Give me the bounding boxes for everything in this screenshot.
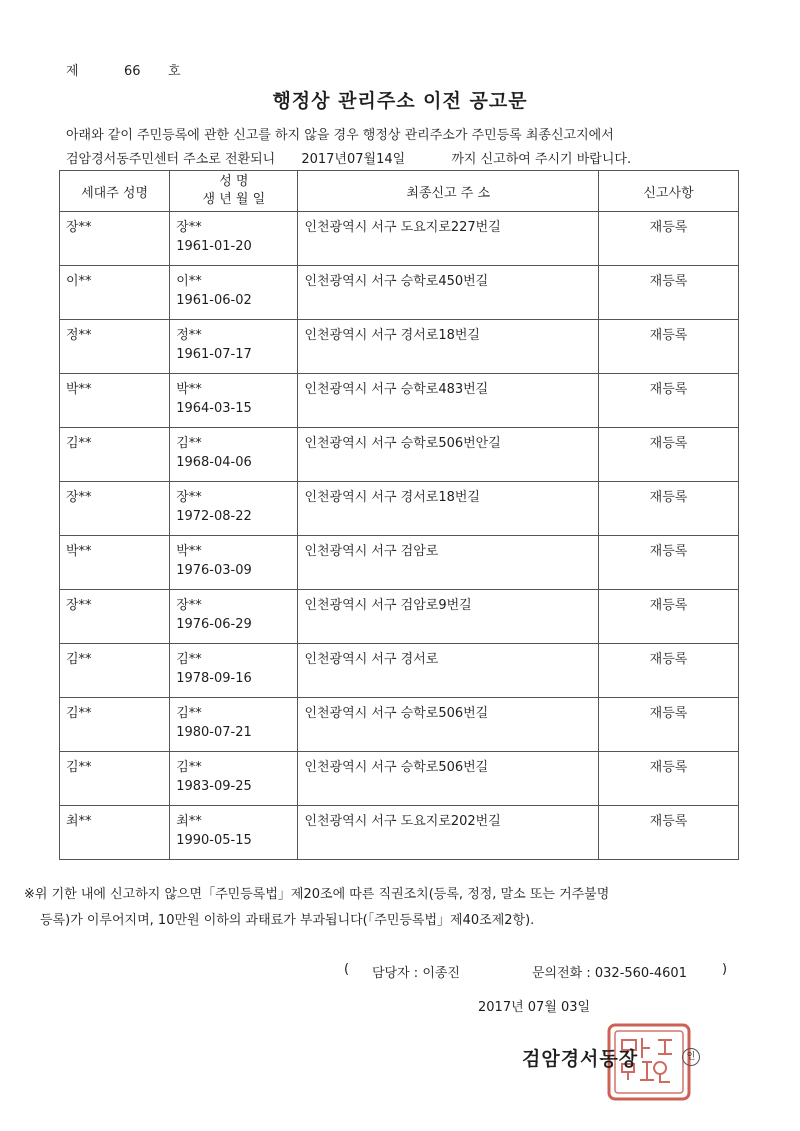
cell-household-head — [60, 266, 170, 320]
cell-household-head-content — [60, 428, 169, 453]
person-name: 김** — [176, 436, 202, 451]
cell-address-content — [298, 536, 598, 561]
household-head-name: 이** — [66, 274, 92, 289]
cell-household-head-content — [60, 806, 169, 831]
person-dob: 1990-05-15 — [176, 833, 252, 848]
cell-person — [170, 644, 298, 698]
cell-person-content — [170, 806, 297, 850]
contact-close-paren: ) — [722, 962, 728, 977]
report-status: 재등록 — [649, 220, 688, 235]
cell-person — [170, 536, 298, 590]
cell-household-head — [60, 644, 170, 698]
cell-household-head-content — [60, 536, 169, 561]
person-name: 박** — [176, 382, 202, 397]
cell-household-head — [60, 374, 170, 428]
table-header-row — [60, 171, 739, 212]
report-status: 재등록 — [649, 328, 688, 343]
cell-address-content — [298, 644, 598, 669]
cell-person — [170, 806, 298, 860]
cell-person — [170, 266, 298, 320]
person-dob: 1964-03-15 — [176, 401, 252, 416]
table-row — [60, 698, 739, 752]
cell-status-content — [599, 536, 738, 561]
cell-address-content — [298, 806, 598, 831]
table-row — [60, 212, 739, 266]
cell-status — [599, 482, 739, 536]
header-address: 최종신고 주 소 — [298, 171, 599, 212]
last-address: 인천광역시 서구 도요지로202번길 — [304, 814, 501, 829]
cell-person — [170, 482, 298, 536]
cell-person-content — [170, 320, 297, 364]
person-dob: 1976-06-29 — [176, 617, 252, 632]
cell-household-head — [60, 806, 170, 860]
cell-address — [298, 806, 599, 860]
person-name: 이** — [176, 274, 202, 289]
person-dob: 1983-09-25 — [176, 779, 252, 794]
household-head-name: 장** — [66, 598, 92, 613]
contact-manager: 담당자 : 이종진 — [372, 966, 460, 981]
report-status: 재등록 — [649, 598, 688, 613]
cell-household-head-content — [60, 320, 169, 345]
household-head-name: 박** — [66, 544, 92, 559]
report-status: 재등록 — [649, 760, 688, 775]
person-dob: 1980-07-21 — [176, 725, 252, 740]
table-row — [60, 536, 739, 590]
cell-status-content — [599, 212, 738, 237]
cell-status — [599, 536, 739, 590]
cell-address — [298, 428, 599, 482]
table-row — [60, 374, 739, 428]
cell-household-head — [60, 590, 170, 644]
document-number — [66, 60, 181, 79]
household-head-name: 김** — [66, 760, 92, 775]
cell-person — [170, 590, 298, 644]
person-dob: 1961-07-17 — [176, 347, 252, 362]
cell-person-content — [170, 752, 297, 796]
cell-household-head — [60, 212, 170, 266]
last-address: 인천광역시 서구 경서로 — [304, 652, 439, 667]
person-name: 장** — [176, 490, 202, 505]
person-dob: 1961-06-02 — [176, 293, 252, 308]
last-address: 인천광역시 서구 경서로18번길 — [304, 328, 480, 343]
cell-address-content — [298, 482, 598, 507]
cell-status-content — [599, 482, 738, 507]
cell-address — [298, 266, 599, 320]
cell-address-content — [298, 320, 598, 345]
contact-phone: 문의전화 : 032-560-4601 — [532, 966, 687, 981]
household-head-name: 장** — [66, 490, 92, 505]
person-dob: 1961-01-20 — [176, 239, 252, 254]
household-head-name: 김** — [66, 706, 92, 721]
cell-address-content — [298, 752, 598, 777]
cell-address — [298, 644, 599, 698]
household-head-name: 김** — [66, 652, 92, 667]
table-body — [60, 212, 739, 860]
header-household-head: 세대주 성명 — [60, 171, 170, 212]
cell-address — [298, 536, 599, 590]
cell-status-content — [599, 590, 738, 615]
cell-status — [599, 698, 739, 752]
person-dob: 1978-09-16 — [176, 671, 252, 686]
report-status: 재등록 — [649, 274, 688, 289]
table-row — [60, 428, 739, 482]
header-person-name: 성 명 — [219, 174, 249, 189]
intro-line-2-start: 검암경서동주민센터 주소로 전환되니 — [66, 152, 276, 167]
last-address: 인천광역시 서구 도요지로227번길 — [304, 220, 501, 235]
cell-address — [298, 482, 599, 536]
last-address: 인천광역시 서구 승학로506번길 — [304, 760, 489, 775]
contact-open-paren: ( — [344, 962, 350, 977]
report-status: 재등록 — [649, 490, 688, 505]
report-status: 재등록 — [649, 652, 688, 667]
table-row — [60, 644, 739, 698]
cell-person-content — [170, 536, 297, 580]
table-row — [60, 590, 739, 644]
cell-status — [599, 212, 739, 266]
seal-mark: 인 — [682, 1048, 700, 1066]
cell-person — [170, 752, 298, 806]
cell-status-content — [599, 752, 738, 777]
cell-person-content — [170, 590, 297, 634]
last-address: 인천광역시 서구 경서로18번길 — [304, 490, 480, 505]
report-status: 재등록 — [649, 706, 688, 721]
cell-person — [170, 428, 298, 482]
legal-notice — [24, 882, 764, 934]
cell-status-content — [599, 374, 738, 399]
table-row — [60, 752, 739, 806]
legal-notice-line-2: 등록)가 이루어지며, 10만원 이하의 과태료가 부과됩니다(「주민등록법」제40조제2항). — [40, 913, 535, 928]
cell-address-content — [298, 698, 598, 723]
last-address: 인천광역시 서구 승학로506번길 — [304, 706, 489, 721]
resident-table — [59, 170, 739, 860]
cell-person — [170, 374, 298, 428]
cell-status-content — [599, 698, 738, 723]
cell-address-content — [298, 374, 598, 399]
cell-status — [599, 590, 739, 644]
document-number-prefix: 제 — [66, 64, 79, 79]
cell-status — [599, 320, 739, 374]
cell-address — [298, 590, 599, 644]
cell-status-content — [599, 644, 738, 669]
cell-person — [170, 212, 298, 266]
household-head-name: 박** — [66, 382, 92, 397]
cell-household-head — [60, 698, 170, 752]
intro-paragraph — [66, 124, 766, 172]
person-name: 김** — [176, 652, 202, 667]
cell-household-head-content — [60, 644, 169, 669]
cell-status — [599, 806, 739, 860]
cell-person-content — [170, 698, 297, 742]
document-title: 행정상 관리주소 이전 공고문 — [272, 90, 528, 112]
table-row — [60, 320, 739, 374]
issuer-name: 검암경서동장 — [522, 1048, 639, 1070]
cell-household-head-content — [60, 212, 169, 237]
last-address: 인천광역시 서구 승학로483번길 — [304, 382, 489, 397]
intro-line-2 — [66, 148, 766, 172]
cell-status-content — [599, 428, 738, 453]
header-person — [170, 171, 298, 212]
deadline-date: 2017년07월14일 — [301, 152, 406, 167]
last-address: 인천광역시 서구 검암로9번길 — [304, 598, 472, 613]
table-row — [60, 482, 739, 536]
header-person-dob: 생 년 월 일 — [202, 192, 266, 207]
report-status: 재등록 — [649, 544, 688, 559]
household-head-name: 정** — [66, 328, 92, 343]
cell-status-content — [599, 266, 738, 291]
cell-address — [298, 320, 599, 374]
cell-person — [170, 698, 298, 752]
cell-person-content — [170, 212, 297, 256]
cell-household-head-content — [60, 374, 169, 399]
cell-status-content — [599, 320, 738, 345]
cell-household-head — [60, 752, 170, 806]
cell-address — [298, 374, 599, 428]
header-status: 신고사항 — [599, 171, 739, 212]
cell-household-head-content — [60, 482, 169, 507]
last-address: 인천광역시 서구 검암로 — [304, 544, 439, 559]
intro-line-2-end: 까지 신고하여 주시기 바랍니다. — [451, 152, 632, 167]
report-status: 재등록 — [649, 436, 688, 451]
person-name: 최** — [176, 814, 202, 829]
cell-status — [599, 644, 739, 698]
cell-person-content — [170, 644, 297, 688]
cell-person-content — [170, 482, 297, 526]
document-number-suffix: 호 — [168, 64, 181, 79]
cell-address — [298, 698, 599, 752]
cell-address — [298, 212, 599, 266]
cell-household-head — [60, 428, 170, 482]
person-name: 장** — [176, 220, 202, 235]
cell-household-head — [60, 536, 170, 590]
cell-address — [298, 752, 599, 806]
household-head-name: 최** — [66, 814, 92, 829]
cell-household-head-content — [60, 590, 169, 615]
cell-household-head — [60, 482, 170, 536]
table-row — [60, 806, 739, 860]
cell-address-content — [298, 428, 598, 453]
cell-address-content — [298, 590, 598, 615]
cell-household-head-content — [60, 266, 169, 291]
household-head-name: 김** — [66, 436, 92, 451]
cell-status — [599, 428, 739, 482]
person-name: 김** — [176, 760, 202, 775]
cell-person-content — [170, 374, 297, 418]
person-name: 정** — [176, 328, 202, 343]
cell-status — [599, 266, 739, 320]
table-row — [60, 266, 739, 320]
cell-person — [170, 320, 298, 374]
legal-notice-line-1: ※위 기한 내에 신고하지 않으면「주민등록법」제20조에 따른 직권조치(등록, 정정, 말소 또는 거주불명 — [24, 887, 610, 902]
cell-household-head — [60, 320, 170, 374]
cell-status — [599, 752, 739, 806]
cell-person-content — [170, 428, 297, 472]
cell-address-content — [298, 266, 598, 291]
cell-status — [599, 374, 739, 428]
cell-person-content — [170, 266, 297, 310]
cell-address-content — [298, 212, 598, 237]
person-dob: 1968-04-06 — [176, 455, 252, 470]
report-status: 재등록 — [649, 382, 688, 397]
person-name: 김** — [176, 706, 202, 721]
cell-household-head-content — [60, 698, 169, 723]
cell-household-head-content — [60, 752, 169, 777]
document-number-value: 66 — [124, 64, 141, 79]
last-address: 인천광역시 서구 승학로506번안길 — [304, 436, 501, 451]
person-dob: 1976-03-09 — [176, 563, 252, 578]
intro-line-1: 아래와 같이 주민등록에 관한 신고를 하지 않을 경우 행정상 관리주소가 주민등록 최종신고지에서 — [66, 128, 614, 143]
person-dob: 1972-08-22 — [176, 509, 252, 524]
person-name: 장** — [176, 598, 202, 613]
last-address: 인천광역시 서구 승학로450번길 — [304, 274, 489, 289]
report-status: 재등록 — [649, 814, 688, 829]
person-name: 박** — [176, 544, 202, 559]
household-head-name: 장** — [66, 220, 92, 235]
cell-status-content — [599, 806, 738, 831]
issue-date: 2017년 07월 03일 — [478, 1000, 591, 1015]
